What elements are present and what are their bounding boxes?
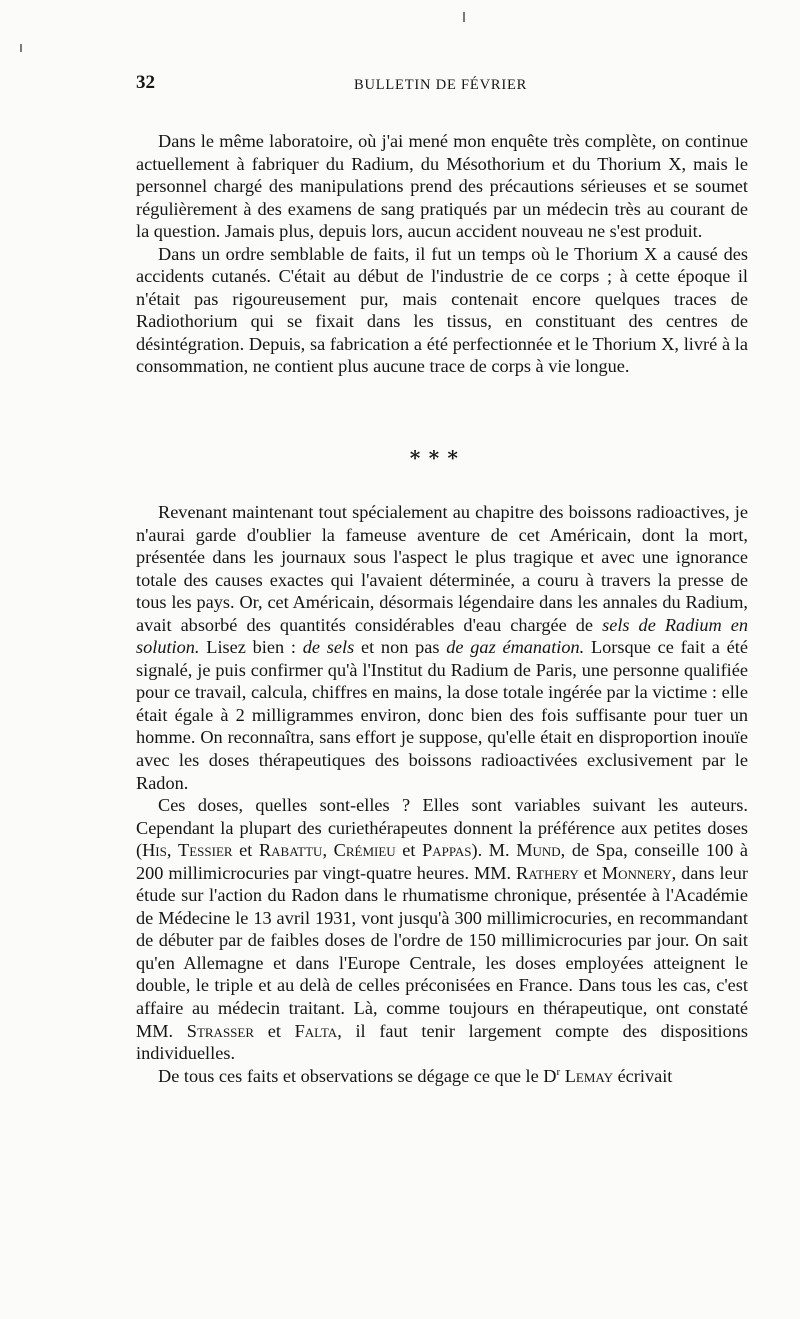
author-rabattu: Rabattu <box>258 840 323 861</box>
author-lemay: Lemay <box>564 1065 613 1086</box>
paragraph-laboratoire: Dans le même laboratoire, où j'ai mené mon enquête très complète, on continue actuellement à fabriquer du Radium, du Mésothorium et du Thorium X, mais le personnel chargé des manipulations prend des précautions sérieuses et se soumet régulièrement à des examens de sang pratiqués par un médecin très au courant de la question. Jamais plus, depuis lors, aucun accident nouveau ne s'est produit. <box>136 131 748 242</box>
page-header <box>136 72 748 100</box>
author-mund: Mund <box>516 840 561 861</box>
running-title: BULLETIN DE FÉVRIER <box>354 77 528 93</box>
author-falta: Falta <box>294 1020 338 1041</box>
text-section-1 <box>136 130 748 378</box>
author-his: His <box>142 840 167 861</box>
paragraph-lemay: De tous ces faits et observations se dégage ce que le $D^r$ Lemay écrivait <box>158 1065 673 1086</box>
author-pappas: Pappas <box>422 840 472 861</box>
scan-speck <box>463 12 465 22</box>
text-section-2 <box>136 501 748 1087</box>
section-separator-asterism: ∗ ∗ ∗ <box>408 444 460 466</box>
superscript-r: r <box>556 1065 561 1078</box>
author-tessier: Tessier <box>178 840 233 861</box>
scan-speck <box>20 44 22 52</box>
author-rathery: Rathery <box>516 862 579 883</box>
paragraph-boissons-radioactives: Revenant maintenant tout spécialement au chapitre des boissons radioactives, je n'aurai garde d'oublier la fameuse aventure de cet Américain, dont la mort, présentée dans les journaux sous l'aspect le plus tragique et avec une ignorance totale des causes exactes qui l'avaient déterminée, a couru à travers la presse de tous les pays. Or, cet Américain, désormais légendaire dans les annales du Radium, avait absorbé des quantités considérables d'eau chargée de sels de Radium en solution. Lisez bien : de sels et non pas de gaz émanation. Lorsque ce fait a été signalé, je puis confirmer qu'à l'Institut du Radium de Paris, une personne qualifiée pour ce travail, calcula, chiffres en mains, la dose totale ingérée par la victime : elle était égale à 2 milligrammes environ, donc bien des fois suffisante pour tuer un homme. On reconnaîtra, sans effort je suppose, qu'elle était en disproportion inouïe avec les doses thérapeutiques des boissons radioactivées exclusivement par le Radon. <box>136 502 749 793</box>
page-number: 32 <box>136 72 155 93</box>
author-monnery: Monnery <box>601 862 672 883</box>
emphasis-gaz-emanation: de gaz émanation. <box>446 637 585 658</box>
emphasis-sels-radium: sels de Radium en solution. <box>136 614 749 658</box>
paragraph-thorium-x: Dans un ordre semblable de faits, il fut un temps où le Thorium X a causé des accidents cutanés. C'était au début de l'industrie de ce corps ; à cette époque il n'était pas rigoureusement pur, mais contenait encore quelques traces de Radiothorium qui se fixait dans les tissus, en constituant des centres de désintégration. Depuis, sa fabrication a été perfectionnée et le Thorium X, livré à la consommation, ne contient plus aucune trace de corps à vie longue. <box>136 243 748 377</box>
author-cremieu: Crémieu <box>333 840 396 861</box>
emphasis-de-sels: de sels <box>302 637 355 658</box>
author-strasser: Strasser <box>186 1020 255 1041</box>
paragraph-doses: Ces doses, quelles sont-elles ? Elles sont variables suivant les auteurs. Cependant la plupart des curiethérapeutes donnent la préférence aux petites doses (His, Tessier et Rabattu, Crémieu et Pappas). M. Mund, de Spa, conseille 100 à 200 millimicrocuries par vingt-quatre heures. MM. Rathery et Monnery, dans leur étude sur l'action du Radon dans le rhumatisme chronique, présentée à l'Académie de Médecine le 13 avril 1931, vont jusqu'à 300 millimicrocuries, en recommandant de débuter par de faibles doses de l'ordre de 150 millimicrocuries par jour. On sait qu'en Allemagne et dans l'Europe Centrale, les doses employées atteignent le double, le triple et au delà de celles préconisées en France. Dans tous les cas, c'est affaire au médecin traitant. Là, comme toujours en thérapeutique, ont constaté MM. Strasser et Falta, il faut tenir largement compte des dispositions individuelles. <box>136 795 749 1064</box>
